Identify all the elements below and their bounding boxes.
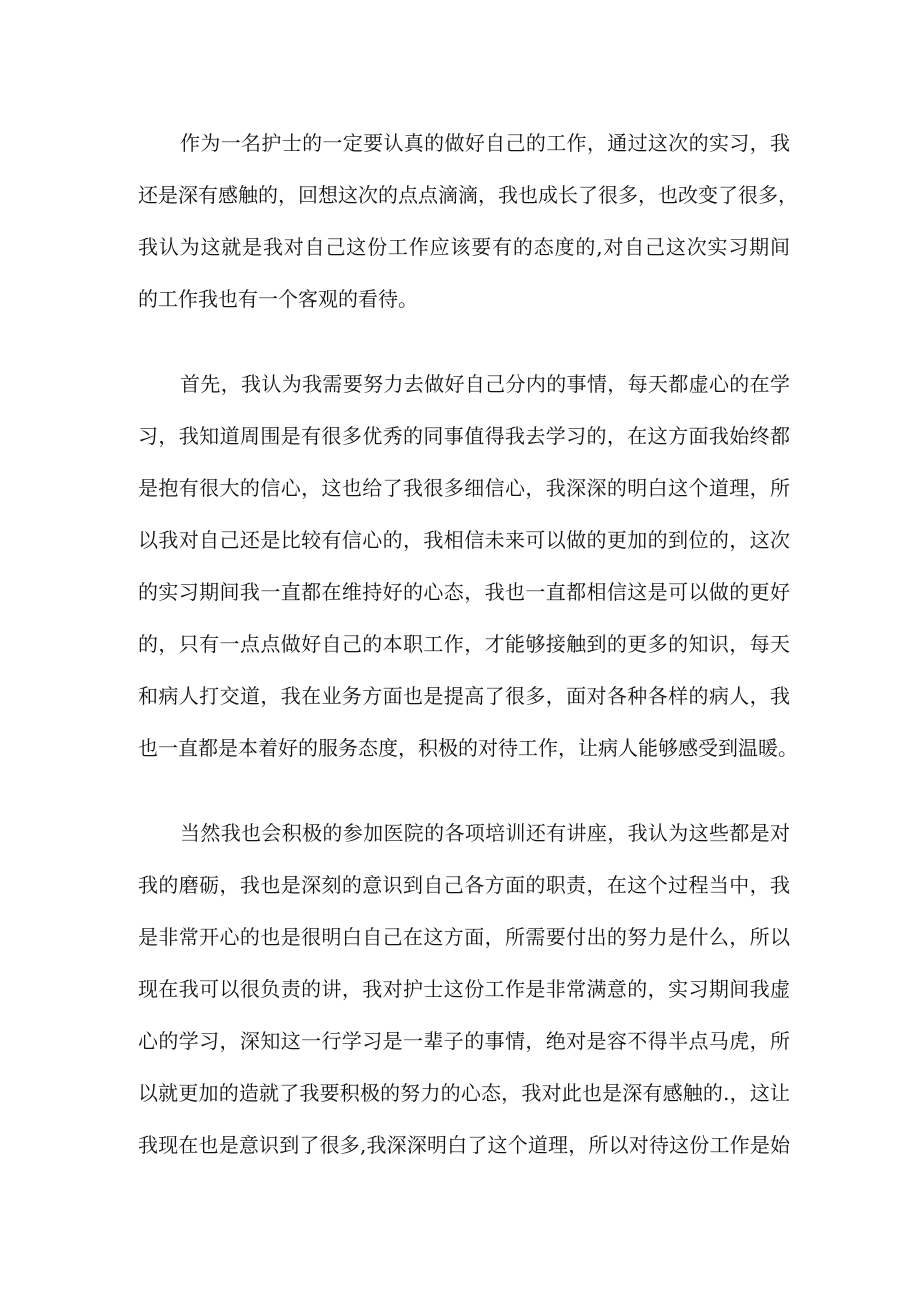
paragraph-line: 还是深有感触的，回想这次的点点滴滴，我也成长了很多，也改变了很多， (138, 183, 798, 207)
paragraph-line: 是抱有很大的信心，这也给了我很多细信心，我深深的明白这个道理，所 (138, 476, 790, 500)
paragraph-line: 我现在也是意识到了很多,我深深明白了这个道理，所以对待这份工作是始 (138, 1133, 790, 1157)
document-body (138, 121, 798, 1208)
paragraph-line: 现在我可以很负责的讲，我对护士这份工作是非常满意的，实习期间我虚 (138, 977, 790, 1001)
paragraph-line: 我的磨砺，我也是深刻的意识到自己各方面的职责，在这个过程当中，我 (138, 873, 790, 897)
paragraph-line: 我认为这就是我对自己这份工作应该要有的态度的,对自己这次实习期间 (138, 235, 790, 259)
paragraph-line: 和病人打交道，我在业务方面也是提高了很多，面对各种各样的病人，我 (138, 684, 790, 708)
paragraph-line: 习，我知道周围是有很多优秀的同事值得我去学习的，在这方面我始终都 (138, 424, 790, 448)
paragraph-line: 的实习期间我一直都在维持好的心态，我也一直都相信这是可以做的更好 (138, 580, 790, 604)
paragraph-line: 以我对自己还是比较有信心的，我相信未来可以做的更加的到位的，这次 (138, 528, 790, 552)
paragraph-line: 也一直都是本着好的服务态度，积极的对待工作，让病人能够感受到温暖。 (138, 736, 798, 760)
paragraph-line: 首先，我认为我需要努力去做好自己分内的事情，每天都虚心的在学 (180, 372, 790, 396)
paragraph-line: 心的学习，深知这一行学习是一辈子的事情，绝对是容不得半点马虎，所 (138, 1029, 790, 1053)
paragraph-line: 作为一名护士的一定要认真的做好自己的工作，通过这次的实习，我 (180, 131, 790, 155)
paragraph-2 (138, 362, 798, 778)
paragraph-line: 的，只有一点点做好自己的本职工作，才能够接触到的更多的知识，每天 (138, 632, 790, 656)
paragraph-line: 以就更加的造就了我要积极的努力的心态，我对此也是深有感触的.，这让 (138, 1081, 790, 1105)
paragraph-line: 的工作我也有一个客观的看待。 (138, 287, 418, 311)
paragraph-3 (138, 811, 790, 1175)
paragraph-line: 是非常开心的也是很明白自己在这方面，所需要付出的努力是什么，所以 (138, 925, 790, 949)
paragraph-1 (138, 121, 798, 329)
paragraph-line: 当然我也会积极的参加医院的各项培训还有讲座，我认为这些都是对 (180, 821, 790, 845)
